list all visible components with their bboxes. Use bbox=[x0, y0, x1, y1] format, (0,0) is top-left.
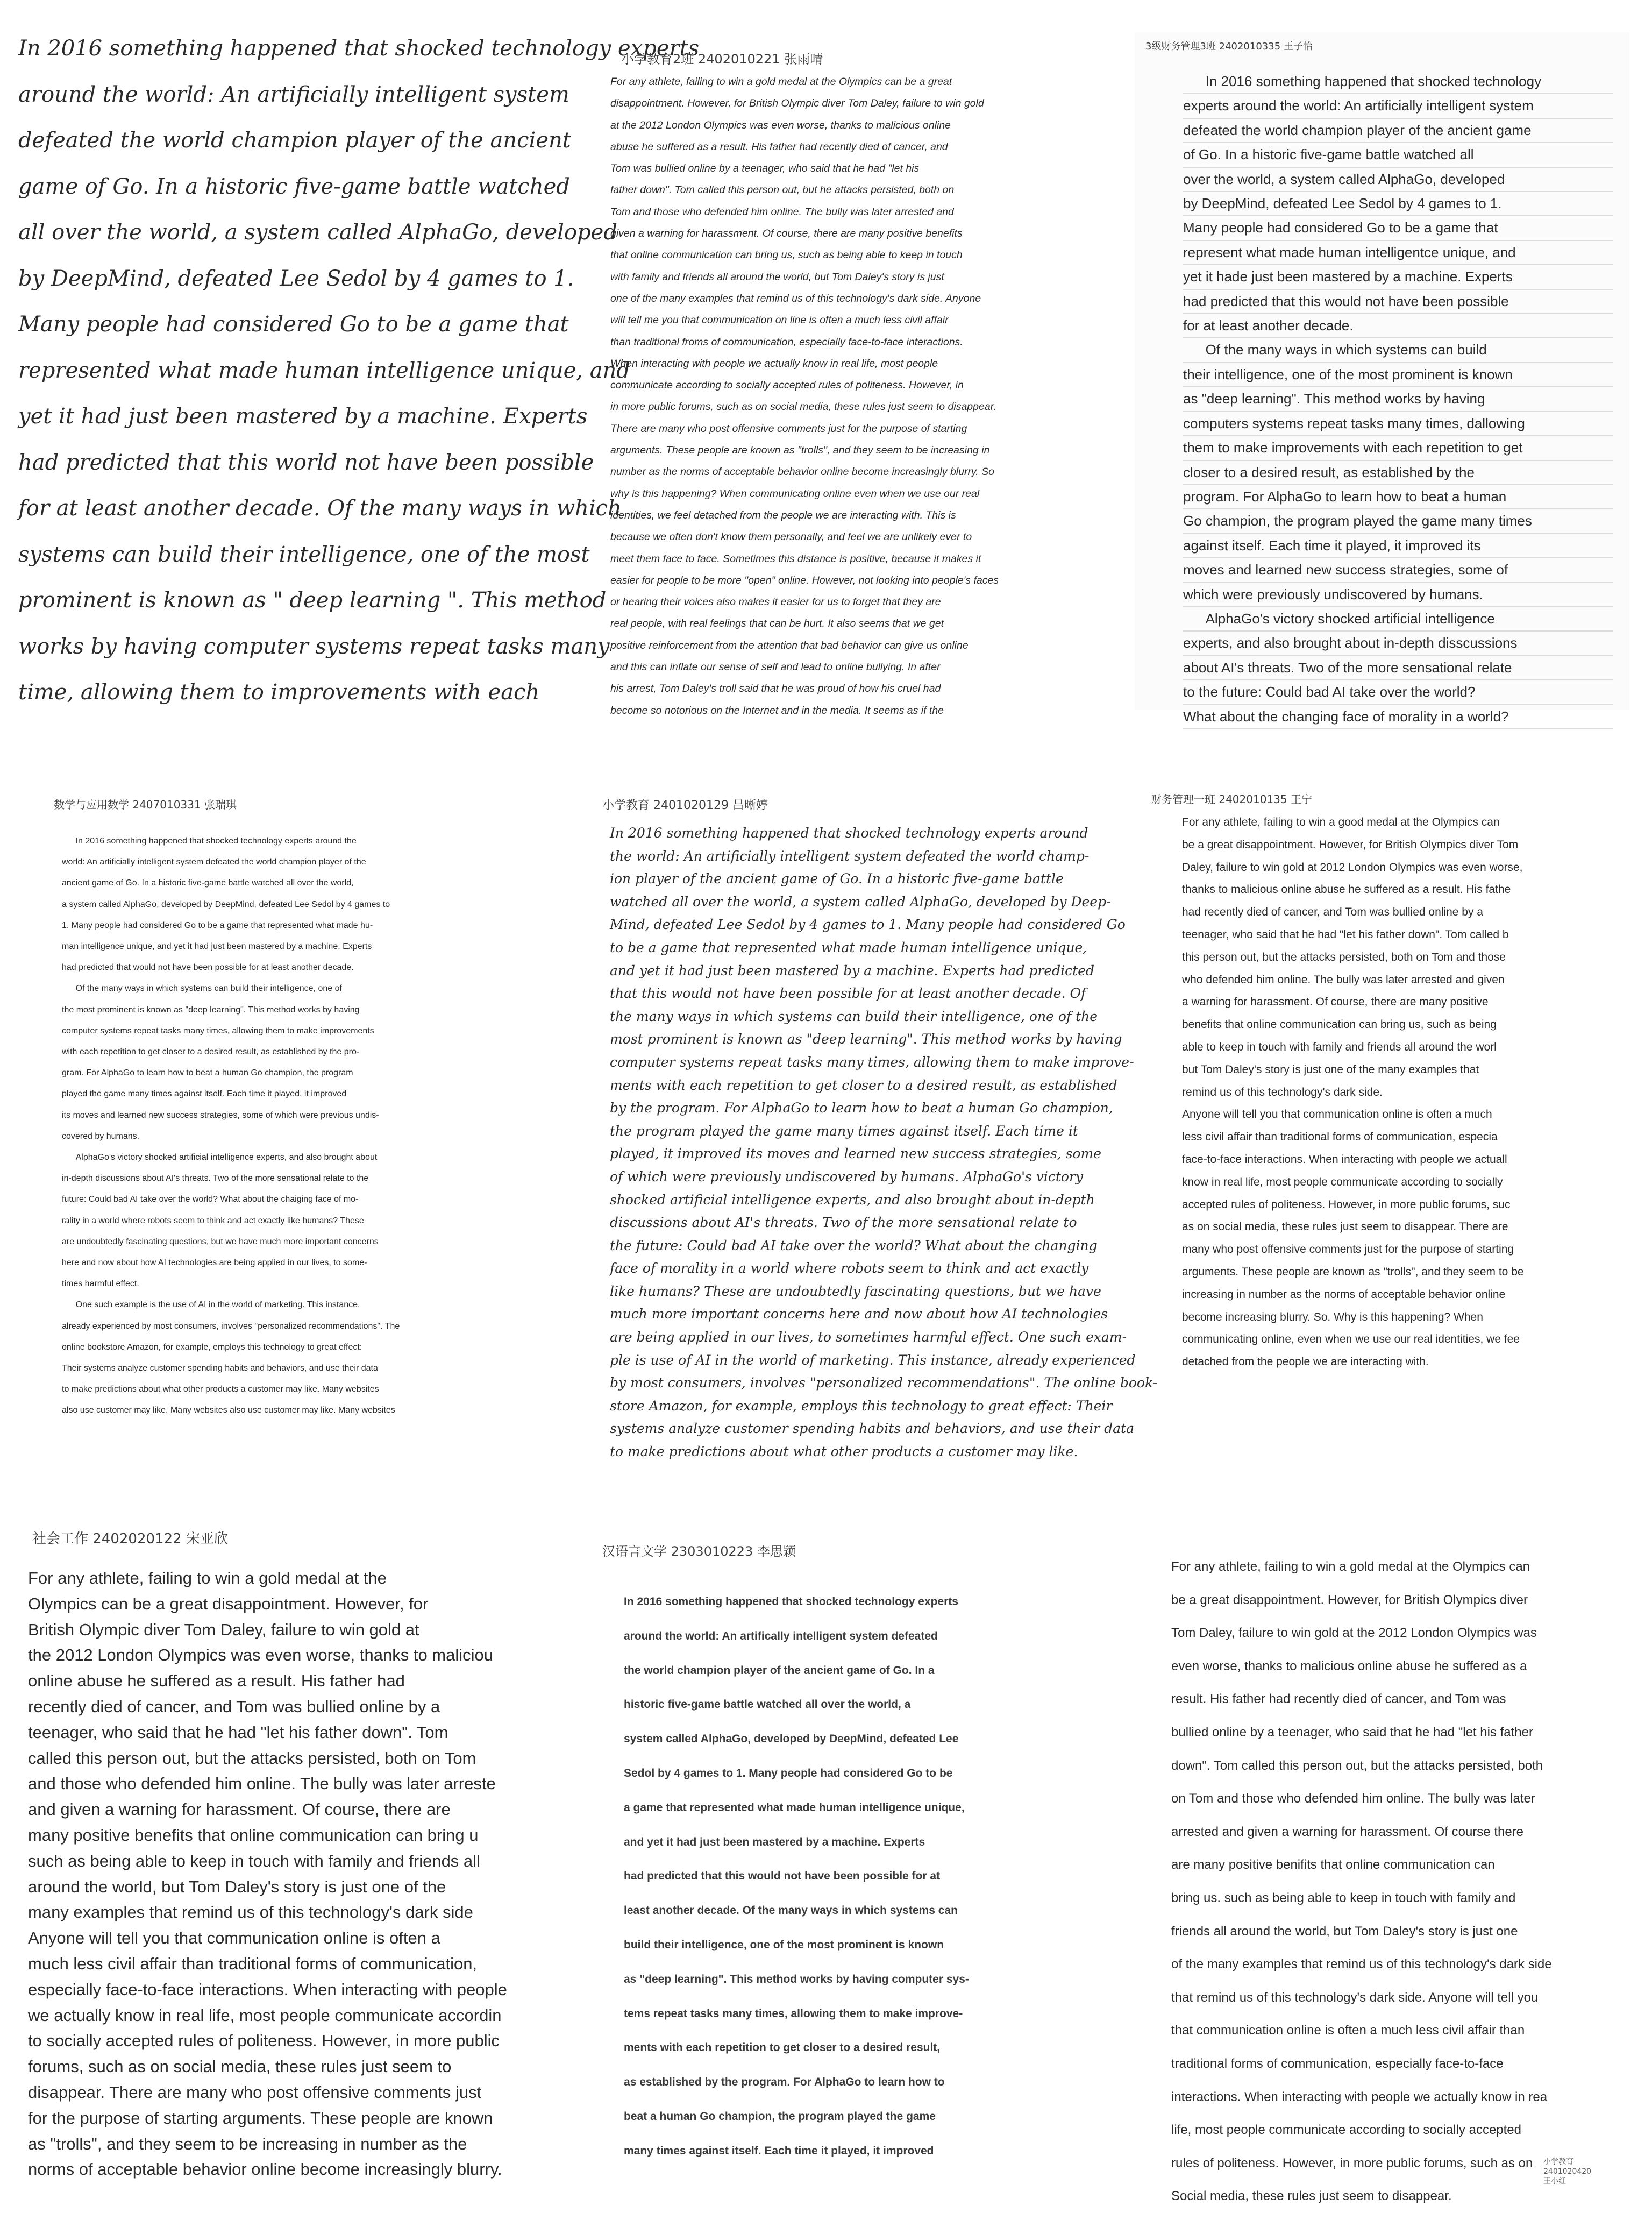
essay-line: AlphaGo's victory shocked artificial intelligence bbox=[1183, 607, 1613, 632]
student-footer-note: 小学教育 2401020420 王小红 bbox=[1543, 2158, 1592, 2186]
essay-line: around the world, but Tom Daley's story is just one of the bbox=[28, 1877, 446, 1896]
essay-line: traditional forms of communication, especially face-to-face bbox=[1171, 2056, 1504, 2071]
essay-line: tems repeat tasks many times, allowing them to make improve- bbox=[624, 2007, 963, 2020]
essay-line: and given a warning for harassment. Of course, there are bbox=[28, 1800, 451, 1819]
essay-line: In 2016 something happened that shocked technology bbox=[1183, 70, 1613, 94]
handwritten-sheet-8 bbox=[586, 1517, 1076, 2189]
essay-line: a warning for harassment. Of course, there are many positive bbox=[1182, 996, 1489, 1009]
essay-line: online abuse he suffered as a result. His father had bbox=[28, 1671, 405, 1691]
essay-line: beat a human Go champion, the program played the game bbox=[624, 2110, 936, 2123]
essay-line: represent what made human intelligentce unique, and bbox=[1183, 241, 1613, 265]
essay-line: computers systems repeat tasks many times, dallowing bbox=[1183, 412, 1613, 436]
essay-line: store Amazon, for example, employs this technology to great effect: Their bbox=[610, 1398, 1113, 1414]
essay-line: here and now about how AI technologies are being applied in our lives, to some- bbox=[62, 1258, 367, 1268]
essay-line: called this person out, but the attacks persisted, both on Tom bbox=[28, 1748, 476, 1768]
essay-body bbox=[610, 822, 1158, 1464]
essay-line: to socially accepted rules of politeness. However, in more public bbox=[28, 2031, 500, 2051]
essay-line: watched all over the world, a system called AlphaGo, developed by Deep- bbox=[610, 893, 1111, 910]
essay-line: to be a game that represented what made human intelligence unique, bbox=[610, 939, 1087, 955]
essay-line: down". Tom called this person out, but the attacks persisted, both bbox=[1171, 1758, 1543, 1773]
essay-line: at the 2012 London Olympics was even worse, thanks to malicious online bbox=[610, 119, 951, 131]
essay-line: who defended him online. The bully was later arrested and given bbox=[1182, 973, 1505, 986]
handwritten-sheet-7 bbox=[11, 1506, 543, 2200]
essay-line: ments with each repetition to get closer to a desired result, as established bbox=[610, 1077, 1117, 1093]
essay-line: or hearing their voices also makes it easier for us to forget that they are bbox=[610, 596, 941, 608]
essay-line: much less civil affair than traditional forms of communication, bbox=[28, 1954, 478, 1973]
essay-line: had recently died of cancer, and Tom was bullied online by a bbox=[1182, 906, 1483, 919]
handwritten-sheet-1 bbox=[0, 0, 700, 737]
essay-line: especially face-to-face interactions. When interacting with people bbox=[28, 1980, 507, 1999]
essay-line: British Olympic diver Tom Daley, failure to win gold at bbox=[28, 1620, 419, 1639]
essay-body bbox=[28, 1565, 539, 2182]
essay-line: times harmful effect. bbox=[62, 1279, 139, 1289]
student-header: 社会工作 2402020122 宋亚欣 bbox=[32, 1531, 228, 1547]
essay-line: Anyone will tell you that communication online is often a bbox=[28, 1928, 440, 1948]
essay-line: bullied online by a teenager, who said that he had "let his father bbox=[1171, 1725, 1533, 1740]
essay-line: father down". Tom called this person out, but he attacks persisted, both on bbox=[610, 184, 955, 196]
essay-line: the program played the game many times against itself. Each time it bbox=[610, 1123, 1078, 1139]
essay-line: Many people had considered Go to be a game that bbox=[18, 312, 569, 337]
essay-line: Anyone will tell you that communication online is often a much bbox=[1182, 1108, 1492, 1121]
essay-line: by most consumers, involves "personalized recommendations". The online book- bbox=[610, 1375, 1158, 1391]
essay-line: face of morality in a world where robots seem to think and act exactly bbox=[610, 1260, 1089, 1276]
essay-line: identities, we feel detached from the people we are interacting with. This is bbox=[610, 509, 956, 521]
essay-line: arguments. These people are known as "trolls", and they seem to be increasing in bbox=[610, 444, 990, 457]
essay-line: that this would not have been possible for at least another decade. Of bbox=[610, 985, 1086, 1002]
essay-line: In 2016 something happened that shocked technology experts around bbox=[610, 825, 1088, 841]
essay-line: Of the many ways in which systems can build bbox=[1183, 338, 1613, 363]
essay-line: with family and friends all around the world, but Tom Daley's story is just bbox=[610, 271, 944, 283]
essay-line: Tom and those who defended him online. The bully was later arrested and bbox=[610, 205, 954, 218]
essay-line: less civil affair than traditional forms of communication, especia bbox=[1182, 1131, 1498, 1144]
essay-line: the future: Could bad AI take over the world? What about the changing bbox=[610, 1237, 1098, 1253]
essay-line: many examples that remind us of this technology's dark side bbox=[28, 1903, 473, 1922]
essay-line: their intelligence, one of the most prominent is known bbox=[1183, 363, 1613, 387]
essay-line: on Tom and those who defended him online. The bully was later bbox=[1171, 1791, 1535, 1806]
essay-line: time, allowing them to improvements with each bbox=[18, 680, 540, 705]
essay-line: be a great disappointment. However, for British Olympics diver Tom bbox=[1182, 838, 1519, 851]
essay-line: of Go. In a historic five-game battle watched all bbox=[1183, 143, 1613, 167]
essay-line: Tom was bullied online by a teenager, who said that he had "let his bbox=[610, 162, 920, 175]
essay-line: Many people had considered Go to be a game that bbox=[1183, 216, 1613, 240]
essay-line: covered by humans. bbox=[62, 1131, 140, 1141]
essay-line: already experienced by most consumers, involves "personalized recommendations". The bbox=[62, 1321, 400, 1331]
essay-line: In 2016 something happened that shocked technology experts bbox=[624, 1595, 958, 1608]
essay-line: like humans? These are undoubtedly fascinating questions, but we have bbox=[610, 1283, 1101, 1299]
handwritten-sheet-6 bbox=[1140, 775, 1624, 1458]
essay-line: played, it improved its moves and learned new success strategies, some bbox=[610, 1146, 1102, 1162]
essay-line: of which were previously undiscovered by humans. AlphaGo's victory bbox=[610, 1168, 1084, 1184]
essay-line: disappear. There are many who post offensive comments just bbox=[28, 2082, 482, 2102]
essay-line: of the many examples that remind us of this technology's dark side bbox=[1171, 1957, 1552, 1972]
essay-line: yet it hade just been mastered by a machine. Experts bbox=[1183, 265, 1613, 289]
essay-line: ments with each repetition to get closer to a desired result, bbox=[624, 2041, 941, 2054]
essay-line: much more important concerns here and now about how AI technologies bbox=[610, 1306, 1108, 1322]
essay-line: the world: An artificially intelligent system defeated the world champ- bbox=[610, 848, 1090, 864]
essay-line: many times against itself. Each time it played, it improved bbox=[624, 2144, 934, 2157]
essay-line: Daley, failure to win gold at 2012 London Olympics was even worse, bbox=[1182, 861, 1523, 874]
essay-line: its moves and learned new success strategies, some of which were previous undis- bbox=[62, 1110, 379, 1120]
essay-line: In 2016 something happened that shocked technology experts around the bbox=[75, 836, 357, 846]
essay-line: disappointment. However, for British Olympic diver Tom Daley, failure to win gold bbox=[610, 97, 984, 110]
essay-line: system called AlphaGo, developed by DeepMind, defeated Lee bbox=[624, 1733, 959, 1746]
essay-line: One such example is the use of AI in the world of marketing. This instance, bbox=[75, 1300, 360, 1310]
essay-line: most prominent is known as "deep learning". This method works by having bbox=[610, 1031, 1122, 1047]
essay-line: be a great disappointment. However, for British Olympics diver bbox=[1171, 1592, 1528, 1607]
essay-line: online bookstore Amazon, for example, employs this technology to great effect: bbox=[62, 1342, 362, 1352]
essay-body bbox=[62, 831, 514, 1421]
essay-line: but Tom Daley's story is just one of the many examples that bbox=[1182, 1063, 1479, 1076]
essay-line: real people, with real feelings that can be hurt. It also seems that we get bbox=[610, 618, 944, 630]
essay-line: a game that represented what made human intelligence unique, bbox=[624, 1801, 965, 1814]
essay-line: rules of politeness. However, in more public forums, such as on bbox=[1171, 2155, 1533, 2171]
essay-line: least another decade. Of the many ways in which systems can bbox=[624, 1904, 958, 1917]
handwritten-sheet-3 bbox=[1135, 32, 1629, 725]
essay-line: forums, such as on social media, these rules just seem to bbox=[28, 2057, 452, 2076]
essay-line: why is this happening? When communicating online even when we use our real bbox=[610, 487, 980, 500]
essay-line: had predicted that this world not have been possible bbox=[18, 450, 594, 475]
essay-line: in-depth discussions about AI's threats. Two of the more sensational relate to the bbox=[62, 1174, 369, 1183]
essay-line: computer systems repeat tasks many times, allowing them to make improve- bbox=[610, 1054, 1134, 1070]
essay-line: ple is use of AI in the world of marketing. This instance, already experienced bbox=[610, 1352, 1136, 1368]
essay-line: for at least another decade. bbox=[1183, 314, 1613, 338]
essay-line: as on social media, these rules just seem to disappear. There are bbox=[1182, 1221, 1508, 1233]
essay-line: with each repetition to get closer to a desired result, as established by the pro- bbox=[62, 1047, 360, 1057]
essay-line: and this can inflate our sense of self and lead to online bullying. In after bbox=[610, 661, 941, 673]
essay-line: them to make improvements with each repetition to get bbox=[1183, 436, 1613, 460]
essay-line: in more public forums, such as on social media, these rules just seem to disappear. bbox=[610, 401, 996, 413]
essay-line: historic five-game battle watched all over the world, a bbox=[624, 1698, 911, 1711]
essay-line: even worse, thanks to malicious online abuse he suffered as a bbox=[1171, 1658, 1527, 1673]
essay-line: had predicted that would not have been possible for at least another decade. bbox=[62, 963, 354, 973]
essay-line: able to keep in touch with family and friends all around the worl bbox=[1182, 1040, 1497, 1053]
essay-line: closer to a desired result, as established by the bbox=[1183, 461, 1613, 485]
essay-line: number as the norms of acceptable behavior online become increasingly blurry. So bbox=[610, 466, 994, 478]
essay-line: are many positive benifits that online communication can bbox=[1171, 1857, 1495, 1872]
essay-line: about AI's threats. Two of the more sensational relate bbox=[1183, 656, 1613, 680]
essay-line: around the world: An artificially intelligent system bbox=[18, 82, 569, 107]
essay-line: detached from the people we are interacting with. bbox=[1182, 1356, 1429, 1368]
essay-line: by the program. For AlphaGo to learn how to beat a human Go champion, bbox=[610, 1100, 1113, 1116]
essay-line: and yet it had just been mastered by a machine. Experts bbox=[624, 1835, 925, 1848]
essay-line: which were previously undiscovered by humans. bbox=[1183, 583, 1613, 607]
essay-line: defeated the world champion player of the ancient bbox=[18, 128, 571, 153]
essay-line: experts around the world: An artificially intelligent system bbox=[1183, 94, 1613, 118]
essay-line: teenager, who said that he had "let his father down". Tom called b bbox=[1182, 928, 1509, 941]
essay-line: a system called AlphaGo, developed by DeepMind, defeated Lee Sedol by 4 games to bbox=[62, 899, 390, 909]
essay-line: arguments. These people are known as "trolls", and they seem to be bbox=[1182, 1265, 1524, 1278]
essay-line: result. His father had recently died of cancer, and Tom was bbox=[1171, 1692, 1506, 1707]
student-header: 财务管理一班 2402010135 王宁 bbox=[1151, 793, 1312, 806]
essay-line: Their systems analyze customer spending habits and behaviors, and use their data bbox=[62, 1364, 378, 1373]
essay-line: AlphaGo's victory shocked artificial intelligence experts, and also brought about bbox=[75, 1153, 378, 1162]
essay-line: benefits that online communication can bring us, such as being bbox=[1182, 1018, 1497, 1031]
essay-line: There are many who post offensive comments just for the purpose of starting bbox=[610, 422, 967, 435]
essay-line: positive reinforcement from the attention that bad behavior can give us online bbox=[610, 639, 969, 651]
essay-line: become increasing blurry. So. Why is this happening? When bbox=[1182, 1310, 1483, 1323]
essay-line: 1. Many people had considered Go to be a game that represented what made hu- bbox=[62, 920, 373, 930]
essay-line: future: Could bad AI take over the world? What about the chaiging face of mo- bbox=[62, 1195, 359, 1204]
essay-line: by DeepMind, defeated Lee Sedol by 4 games to 1. bbox=[1183, 192, 1613, 216]
essay-line: to the future: Could bad AI take over the world? bbox=[1183, 680, 1613, 705]
essay-line: increasing in number as the norms of acceptable behavior online bbox=[1182, 1288, 1506, 1301]
essay-line: experts, and also brought about in-depth disscussions bbox=[1183, 632, 1613, 656]
essay-line: For any athlete, failing to win a gold medal at the Olympics can bbox=[1171, 1559, 1530, 1574]
essay-line: are being applied in our lives, to sometimes harmful effect. One such exam- bbox=[610, 1329, 1127, 1345]
essay-line: face-to-face interactions. When interacting with people we actuall bbox=[1182, 1153, 1507, 1166]
essay-line: Social media, these rules just seem to disappear. bbox=[1171, 2189, 1452, 2204]
essay-line: moves and learned new success strategies, some of bbox=[1183, 558, 1613, 583]
essay-line: interactions. When interacting with people we actually know in rea bbox=[1171, 2089, 1548, 2104]
essay-line: man intelligence unique, and yet it had just been mastered by a machine. Experts bbox=[62, 942, 372, 952]
essay-line: the 2012 London Olympics was even worse, thanks to maliciou bbox=[28, 1645, 494, 1665]
essay-line: and those who defended him online. The bully was later arreste bbox=[28, 1774, 496, 1793]
essay-line: Mind, defeated Lee Sedol by 4 games to 1. Many people had considered Go bbox=[610, 917, 1126, 933]
essay-body bbox=[1171, 1550, 1634, 2213]
handwritten-sheet-5 bbox=[592, 775, 1158, 1463]
essay-line: represented what made human intelligence unique, and bbox=[18, 358, 630, 383]
essay-line: had predicted that this would not have been possible for at bbox=[624, 1870, 941, 1883]
essay-line: When interacting with people we actually know in real life, most people bbox=[610, 357, 938, 370]
essay-line: world: An artificially intelligent system defeated the world champion player of the bbox=[62, 857, 366, 867]
essay-line: many positive benefits that online communication can bring u bbox=[28, 1825, 479, 1845]
essay-body bbox=[1182, 811, 1618, 1373]
essay-line: norms of acceptable behavior online become increasingly blurry. bbox=[28, 2160, 502, 2179]
essay-line: What about the changing face of morality in a world? bbox=[1183, 705, 1613, 729]
student-header: 汉语言文学 2303010223 李思颖 bbox=[602, 1544, 796, 1559]
essay-line: to make predictions about what other products a customer may like. bbox=[610, 1444, 1078, 1460]
essay-body bbox=[18, 26, 700, 716]
essay-line: works by having computer systems repeat tasks many bbox=[18, 634, 610, 659]
essay-line: Of the many ways in which systems can build their intelligence, one of bbox=[75, 984, 342, 994]
essay-line: For any athlete, failing to win a good medal at the Olympics can bbox=[1182, 816, 1500, 828]
essay-line: recently died of cancer, and Tom was bullied online by a bbox=[28, 1697, 440, 1716]
essay-line: such as being able to keep in touch with family and friends all bbox=[28, 1851, 480, 1870]
essay-line: communicate according to socially accepted rules of politeness. However, in bbox=[610, 379, 964, 392]
essay-line: his arrest, Tom Daley's troll said that he was proud of how his cruel had bbox=[610, 683, 941, 695]
essay-line: defeated the world champion player of the ancient game bbox=[1183, 119, 1613, 143]
essay-line: played the game many times against itself. Each time it played, it improved bbox=[62, 1089, 347, 1099]
essay-line: bring us. such as being able to keep in touch with family and bbox=[1171, 1890, 1516, 1905]
essay-line: as "trolls", and they seem to be increasing in number as the bbox=[28, 2134, 467, 2153]
essay-line: many who post offensive comments just for the purpose of starting bbox=[1182, 1243, 1514, 1256]
essay-line: accepted rules of politeness. However, in more public forums, suc bbox=[1182, 1198, 1511, 1211]
essay-line: remind us of this technology's dark side. bbox=[1182, 1086, 1383, 1098]
essay-line: rality in a world where robots seem to think and act exactly like humans? These bbox=[62, 1216, 364, 1225]
essay-line: that communication online is often a much less civil affair than bbox=[1171, 2023, 1525, 2038]
essay-line: know in real life, most people communicate according to socially bbox=[1182, 1175, 1503, 1188]
essay-line: computer systems repeat tasks many times, allowing them to make improvements bbox=[62, 1026, 374, 1035]
essay-line: Olympics can be a great disappointment. However, for bbox=[28, 1594, 429, 1613]
essay-line: we actually know in real life, most people communicate accordin bbox=[28, 2005, 502, 2025]
essay-line: one of the many examples that remind us of this technology's dark side. Anyone bbox=[610, 292, 981, 304]
essay-line: For any athlete, failing to win a gold medal at the Olympics can be a great bbox=[610, 76, 952, 88]
essay-line: Go champion, the program played the game many times bbox=[1183, 509, 1613, 534]
essay-line: communicating online, even when we use our real identities, we fee bbox=[1182, 1333, 1520, 1346]
essay-line: Sedol by 4 games to 1. Many people had considered Go to be bbox=[624, 1767, 953, 1779]
essay-line: become so notorious on the Internet and in the media. It seems as if the bbox=[610, 704, 944, 717]
essay-line: ion player of the ancient game of Go. In a historic five-game battle bbox=[610, 871, 1064, 887]
essay-line: against itself. Each time it played, it improved its bbox=[1183, 534, 1613, 558]
essay-line: that remind us of this technology's dark side. Anyone will tell you bbox=[1171, 1990, 1539, 2005]
essay-line: for at least another decade. Of the many ways in which bbox=[18, 496, 622, 521]
essay-line: around the world: An artifically intelligent system defeated bbox=[624, 1629, 938, 1642]
handwritten-sheet-9 bbox=[1124, 1506, 1640, 2204]
essay-line: shocked artificial intelligence experts, and also brought about in-depth bbox=[610, 1191, 1095, 1208]
essay-line: to make predictions about what other products a customer may like. Many websites bbox=[62, 1385, 379, 1394]
essay-line: that online communication can bring us, such as being able to keep in touch bbox=[610, 249, 963, 261]
essay-line: abuse he suffered as a result. His father had recently died of cancer, and bbox=[610, 140, 948, 153]
essay-line: systems analyze customer spending habits and behaviors, and use their data bbox=[610, 1421, 1135, 1437]
essay-line: the most prominent is known as "deep learning". This method works by having bbox=[62, 1005, 360, 1015]
essay-line: arrested and given a warning for harassment. Of course there bbox=[1171, 1824, 1524, 1839]
essay-line: thanks to malicious online abuse he suffered as a result. His fathe bbox=[1182, 883, 1511, 896]
essay-line: In 2016 something happened that shocked technology experts bbox=[18, 36, 700, 61]
essay-body bbox=[610, 71, 1078, 721]
student-header: 小学教育2班 2402010221 张雨晴 bbox=[621, 52, 823, 67]
essay-line: will tell me you that communication on line is often a much less civil affair bbox=[610, 314, 949, 327]
essay-line: yet it had just been mastered by a machine. Experts bbox=[18, 404, 588, 429]
essay-line: for the purpose of starting arguments. These people are known bbox=[28, 2108, 493, 2127]
essay-line: are undoubtedly fascinating questions, but we have much more important concerns bbox=[62, 1237, 379, 1246]
essay-line: over the world, a system called AlphaGo, developed bbox=[1183, 168, 1613, 192]
essay-line: teenager, who said that he had "let his father down". Tom bbox=[28, 1722, 448, 1742]
essay-line: as established by the program. For AlphaGo to learn how to bbox=[624, 2076, 945, 2089]
essay-line: program. For AlphaGo to learn how to beat a human bbox=[1183, 485, 1613, 509]
essay-line: the many ways in which systems can build their intelligence, one of the bbox=[610, 1008, 1098, 1024]
essay-body bbox=[1183, 70, 1613, 729]
essay-line: by DeepMind, defeated Lee Sedol by 4 games to 1. bbox=[18, 266, 574, 291]
essay-line: than traditional froms of communication, especially face-to-face interactions. bbox=[610, 336, 963, 348]
essay-line: meet them face to face. Sometimes this distance is positive, because it makes it bbox=[610, 552, 981, 565]
essay-line: this person out, but the attacks persisted, both on Tom and those bbox=[1182, 951, 1506, 963]
student-header: 小学教育 2401020129 吕晰婷 bbox=[602, 799, 768, 812]
essay-line: given a warning for harassment. Of course, there are many positive benefits bbox=[610, 228, 963, 240]
essay-body bbox=[624, 1585, 1070, 2168]
essay-line: systems can build their intelligence, one of the most bbox=[18, 542, 590, 567]
essay-line: ancient game of Go. In a historic five-game battle watched all over the world, bbox=[62, 878, 354, 888]
essay-line: because we often don't know them personally, and feel we are unlikely ever to bbox=[610, 531, 972, 543]
essay-line: also use customer may like. Many websites also use customer may like. Many websites bbox=[62, 1406, 395, 1415]
essay-line: as "deep learning". This method works by having bbox=[1183, 387, 1613, 412]
essay-line: all over the world, a system called AlphaGo, developed bbox=[18, 220, 617, 245]
student-header: 数学与应用数学 2407010331 张瑞琪 bbox=[54, 798, 237, 811]
handwritten-sheet-4 bbox=[32, 775, 516, 1458]
essay-line: prominent is known as " deep learning ". This method bbox=[18, 588, 607, 613]
essay-line: gram. For AlphaGo to learn how to beat a human Go champion, the program bbox=[62, 1068, 353, 1078]
essay-line: had predicted that this would not have been possible bbox=[1183, 290, 1613, 314]
student-header: 3级财务管理3班 2402010335 王子怡 bbox=[1145, 41, 1313, 52]
essay-line: game of Go. In a historic five-game battle watched bbox=[18, 174, 570, 199]
essay-line: friends all around the world, but Tom Daley's story is just one bbox=[1171, 1924, 1518, 1939]
essay-line: the world champion player of the ancient game of Go. In a bbox=[624, 1664, 935, 1677]
essay-line: and yet it had just been mastered by a machine. Experts had predicted bbox=[610, 962, 1095, 978]
essay-line: discussions about AI's threats. Two of the more sensational relate to bbox=[610, 1215, 1077, 1231]
essay-line: Tom Daley, failure to win gold at the 2012 London Olympics was bbox=[1171, 1626, 1537, 1641]
essay-line: easier for people to be more "open" online. However, not looking into people's faces bbox=[610, 574, 999, 586]
handwritten-sheet-2 bbox=[583, 32, 1089, 732]
essay-line: For any athlete, failing to win a gold medal at the bbox=[28, 1569, 387, 1587]
essay-line: life, most people communicate according to socially accepted bbox=[1171, 2123, 1521, 2138]
essay-line: as "deep learning". This method works by having computer sys- bbox=[624, 1973, 969, 1985]
essay-line: build their intelligence, one of the most prominent is known bbox=[624, 1938, 944, 1951]
